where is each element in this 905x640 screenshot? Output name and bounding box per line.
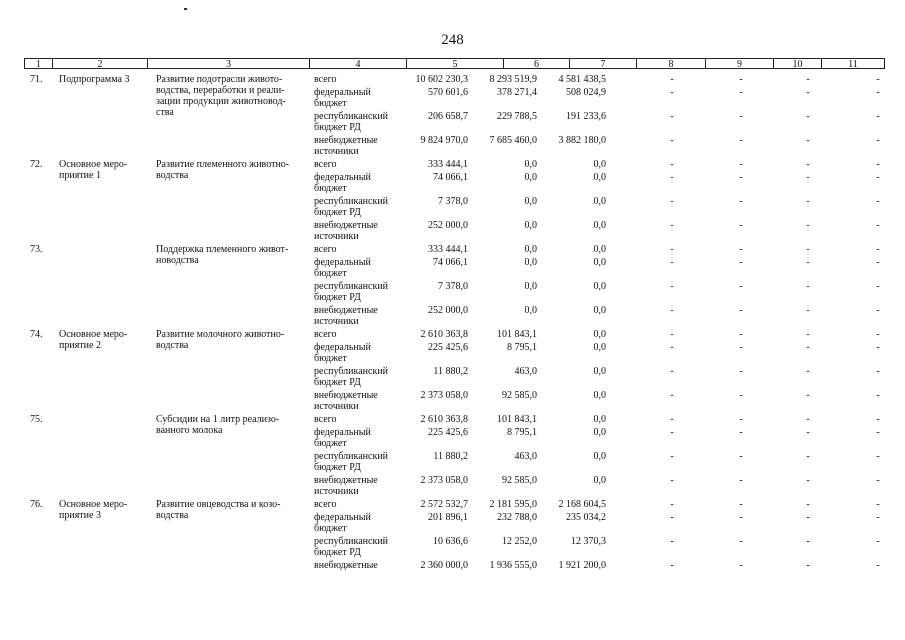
funding-source xyxy=(314,87,409,109)
dash-col10: - xyxy=(806,390,810,401)
dash-col8: - xyxy=(670,427,674,438)
value-col7: 0,0 xyxy=(593,159,606,170)
dash-col10: - xyxy=(806,305,810,316)
funding-source-line: республиканский xyxy=(314,366,389,377)
value-col5: 252 000,0 xyxy=(428,305,468,316)
value-col5: 570 601,6 xyxy=(428,87,468,98)
dash-col10: - xyxy=(806,74,810,85)
activity-name xyxy=(59,329,147,351)
dash-col11: - xyxy=(876,536,880,547)
value-col5: 7 378,0 xyxy=(438,281,468,292)
value-col7: 12 370,3 xyxy=(571,536,606,547)
funding-source-line: всего xyxy=(314,499,337,510)
dash-col8: - xyxy=(670,135,674,146)
value-col5: 7 378,0 xyxy=(438,196,468,207)
dash-col9: - xyxy=(739,74,743,85)
description-line: водства xyxy=(156,340,189,351)
value-col7: 2 168 604,5 xyxy=(558,499,606,510)
description-line: Развитие молочного животно- xyxy=(156,329,285,340)
dash-col10: - xyxy=(806,512,810,523)
dash-col9: - xyxy=(739,342,743,353)
dash-col11: - xyxy=(876,220,880,231)
funding-source-line: внебюджетные xyxy=(314,135,378,146)
funding-source-line: федеральный xyxy=(314,342,371,353)
dash-col11: - xyxy=(876,342,880,353)
funding-source-line: источники xyxy=(314,231,359,242)
dash-col9: - xyxy=(739,451,743,462)
dash-col11: - xyxy=(876,499,880,510)
dash-col8: - xyxy=(670,512,674,523)
dash-col9: - xyxy=(739,499,743,510)
dash-col9: - xyxy=(739,390,743,401)
column-header-1: 1 xyxy=(24,58,53,69)
dash-col11: - xyxy=(876,281,880,292)
value-col7: 235 034,2 xyxy=(566,512,606,523)
dash-col10: - xyxy=(806,159,810,170)
dash-col8: - xyxy=(670,475,674,486)
funding-source xyxy=(314,281,409,303)
column-header-3: 3 xyxy=(148,58,310,69)
value-col6: 463,0 xyxy=(514,366,537,377)
dash-col10: - xyxy=(806,451,810,462)
value-col6: 463,0 xyxy=(514,451,537,462)
funding-source-line: источники xyxy=(314,146,359,157)
funding-source-line: бюджет xyxy=(314,268,347,279)
dash-col11: - xyxy=(876,111,880,122)
dash-col10: - xyxy=(806,427,810,438)
dash-col10: - xyxy=(806,560,810,571)
funding-source-line: бюджет xyxy=(314,98,347,109)
value-col6: 2 181 595,0 xyxy=(489,499,537,510)
funding-source-line: внебюджетные xyxy=(314,475,378,486)
dash-col9: - xyxy=(739,366,743,377)
funding-source-line: бюджет РД xyxy=(314,122,361,133)
value-col5: 225 425,6 xyxy=(428,427,468,438)
column-header-8: 8 xyxy=(637,58,706,69)
funding-source-line: бюджет РД xyxy=(314,292,361,303)
value-col5: 2 610 363,8 xyxy=(420,329,468,340)
activity-name-line: Основное меро- xyxy=(59,329,128,340)
funding-source-line: федеральный xyxy=(314,512,371,523)
funding-source-line: республиканский xyxy=(314,281,389,292)
description-line: новодства xyxy=(156,255,199,266)
column-header-6: 6 xyxy=(504,58,570,69)
dash-col9: - xyxy=(739,159,743,170)
activity-description xyxy=(156,244,308,266)
funding-source xyxy=(314,536,409,558)
dash-col8: - xyxy=(670,172,674,183)
value-col5: 333 444,1 xyxy=(428,244,468,255)
page-number: 248 xyxy=(441,32,464,48)
dash-col9: - xyxy=(739,135,743,146)
dash-col8: - xyxy=(670,257,674,268)
activity-name-line: приятие 3 xyxy=(59,510,101,521)
value-col5: 252 000,0 xyxy=(428,220,468,231)
activity-name xyxy=(59,159,147,181)
funding-source-line: бюджет xyxy=(314,523,347,534)
dash-col10: - xyxy=(806,366,810,377)
dash-col10: - xyxy=(806,536,810,547)
value-col6: 0,0 xyxy=(524,196,537,207)
row-number: 75. xyxy=(30,414,43,425)
funding-source-line: федеральный xyxy=(314,427,371,438)
value-col5: 9 824 970,0 xyxy=(420,135,468,146)
funding-source-line: федеральный xyxy=(314,257,371,268)
value-col5: 2 373 058,0 xyxy=(420,475,468,486)
dash-col8: - xyxy=(670,244,674,255)
value-col7: 0,0 xyxy=(593,196,606,207)
dash-col11: - xyxy=(876,135,880,146)
value-col5: 206 658,7 xyxy=(428,111,468,122)
value-col7: 0,0 xyxy=(593,475,606,486)
value-col5: 333 444,1 xyxy=(428,159,468,170)
dash-col8: - xyxy=(670,414,674,425)
funding-source xyxy=(314,329,409,340)
value-col6: 12 252,0 xyxy=(502,536,537,547)
value-col7: 0,0 xyxy=(593,366,606,377)
value-col6: 92 585,0 xyxy=(502,475,537,486)
activity-name-line: приятие 2 xyxy=(59,340,101,351)
row-number: 76. xyxy=(30,499,43,510)
funding-source-line: бюджет РД xyxy=(314,462,361,473)
dash-col8: - xyxy=(670,499,674,510)
dash-col10: - xyxy=(806,196,810,207)
dash-col10: - xyxy=(806,135,810,146)
funding-source xyxy=(314,135,409,157)
funding-source xyxy=(314,366,409,388)
row-number: 72. xyxy=(30,159,43,170)
value-col6: 378 271,4 xyxy=(497,87,537,98)
description-line: Развитие овцеводства и козо- xyxy=(156,499,281,510)
description-line: водства, переработки и реали- xyxy=(156,85,285,96)
row-number: 71. xyxy=(30,74,43,85)
dash-col9: - xyxy=(739,244,743,255)
dash-col10: - xyxy=(806,499,810,510)
value-col5: 74 066,1 xyxy=(433,257,468,268)
activity-description xyxy=(156,329,308,351)
dash-col8: - xyxy=(670,366,674,377)
dash-col8: - xyxy=(670,281,674,292)
activity-description xyxy=(156,414,308,436)
value-col6: 1 936 555,0 xyxy=(489,560,537,571)
funding-source-line: всего xyxy=(314,329,337,340)
description-line: Развитие подотрасли живото- xyxy=(156,74,283,85)
funding-source xyxy=(314,220,409,242)
activity-name-line: Подпрограмма 3 xyxy=(59,74,130,85)
funding-source-line: республиканский xyxy=(314,196,389,207)
dash-col11: - xyxy=(876,427,880,438)
description-line: водства xyxy=(156,170,189,181)
column-header-7: 7 xyxy=(570,58,637,69)
column-header-9: 9 xyxy=(706,58,774,69)
dash-col11: - xyxy=(876,366,880,377)
funding-source-line: внебюджетные xyxy=(314,220,378,231)
dash-col9: - xyxy=(739,220,743,231)
dash-col11: - xyxy=(876,414,880,425)
dash-col9: - xyxy=(739,414,743,425)
description-line: Развитие племенного животно- xyxy=(156,159,290,170)
funding-source-line: всего xyxy=(314,414,337,425)
value-col5: 11 880,2 xyxy=(433,366,468,377)
value-col6: 8 293 519,9 xyxy=(489,74,537,85)
dash-col9: - xyxy=(739,329,743,340)
activity-description xyxy=(156,159,308,181)
value-col7: 0,0 xyxy=(593,390,606,401)
dash-col8: - xyxy=(670,196,674,207)
value-col7: 0,0 xyxy=(593,329,606,340)
value-col7: 0,0 xyxy=(593,451,606,462)
funding-source xyxy=(314,414,409,425)
funding-source-line: республиканский xyxy=(314,111,389,122)
dash-col11: - xyxy=(876,512,880,523)
value-col5: 2 373 058,0 xyxy=(420,390,468,401)
funding-source xyxy=(314,172,409,194)
value-col6: 0,0 xyxy=(524,281,537,292)
row-number: 74. xyxy=(30,329,43,340)
description-line: зации продукции животновод- xyxy=(156,96,286,107)
value-col5: 2 610 363,8 xyxy=(420,414,468,425)
dash-col8: - xyxy=(670,220,674,231)
value-col5: 2 360 000,0 xyxy=(420,560,468,571)
dash-col10: - xyxy=(806,87,810,98)
value-col6: 0,0 xyxy=(524,305,537,316)
funding-source-line: бюджет xyxy=(314,183,347,194)
dash-col10: - xyxy=(806,220,810,231)
value-col7: 0,0 xyxy=(593,220,606,231)
dash-col8: - xyxy=(670,305,674,316)
value-col7: 0,0 xyxy=(593,414,606,425)
value-col6: 232 788,0 xyxy=(497,512,537,523)
value-col6: 229 788,5 xyxy=(497,111,537,122)
funding-source xyxy=(314,257,409,279)
funding-source-line: бюджет РД xyxy=(314,377,361,388)
value-col7: 0,0 xyxy=(593,257,606,268)
dash-col9: - xyxy=(739,475,743,486)
description-line: ства xyxy=(156,107,174,118)
dash-col11: - xyxy=(876,196,880,207)
funding-source-line: федеральный xyxy=(314,172,371,183)
dash-col11: - xyxy=(876,257,880,268)
dash-col9: - xyxy=(739,536,743,547)
funding-source-line: республиканский xyxy=(314,451,389,462)
dash-col10: - xyxy=(806,342,810,353)
value-col7: 0,0 xyxy=(593,342,606,353)
value-col6: 8 795,1 xyxy=(507,427,537,438)
value-col7: 1 921 200,0 xyxy=(558,560,606,571)
funding-source xyxy=(314,305,409,327)
funding-source xyxy=(314,244,409,255)
dash-col11: - xyxy=(876,74,880,85)
dash-col10: - xyxy=(806,172,810,183)
dash-col9: - xyxy=(739,257,743,268)
pen-mark xyxy=(184,8,187,10)
value-col5: 201 896,1 xyxy=(428,512,468,523)
column-header-11: 11 xyxy=(822,58,885,69)
dash-col9: - xyxy=(739,512,743,523)
funding-source xyxy=(314,427,409,449)
funding-source xyxy=(314,196,409,218)
value-col6: 7 685 460,0 xyxy=(489,135,537,146)
funding-source-line: федеральный xyxy=(314,87,371,98)
value-col5: 11 880,2 xyxy=(433,451,468,462)
value-col7: 0,0 xyxy=(593,427,606,438)
dash-col8: - xyxy=(670,111,674,122)
description-line: ванного молока xyxy=(156,425,223,436)
value-col7: 0,0 xyxy=(593,244,606,255)
funding-source xyxy=(314,159,409,170)
description-line: Субсидии на 1 литр реализо- xyxy=(156,414,280,425)
dash-col11: - xyxy=(876,305,880,316)
dash-col9: - xyxy=(739,87,743,98)
value-col5: 10 636,6 xyxy=(433,536,468,547)
funding-source-line: всего xyxy=(314,74,337,85)
dash-col11: - xyxy=(876,172,880,183)
funding-source-line: всего xyxy=(314,244,337,255)
activity-description xyxy=(156,499,308,521)
activity-name xyxy=(59,499,147,521)
activity-name-line: Основное меро- xyxy=(59,499,128,510)
value-col7: 191 233,6 xyxy=(566,111,606,122)
dash-col11: - xyxy=(876,244,880,255)
activity-name-line: Основное меро- xyxy=(59,159,128,170)
dash-col10: - xyxy=(806,244,810,255)
column-header-10: 10 xyxy=(774,58,822,69)
dash-col8: - xyxy=(670,74,674,85)
dash-col8: - xyxy=(670,536,674,547)
funding-source-line: источники xyxy=(314,401,359,412)
funding-source-line: бюджет xyxy=(314,353,347,364)
dash-col8: - xyxy=(670,87,674,98)
row-number: 73. xyxy=(30,244,43,255)
funding-source-line: источники xyxy=(314,316,359,327)
funding-source xyxy=(314,499,409,510)
dash-col8: - xyxy=(670,560,674,571)
funding-source xyxy=(314,74,409,85)
dash-col11: - xyxy=(876,451,880,462)
activity-description xyxy=(156,74,308,118)
dash-col9: - xyxy=(739,196,743,207)
dash-col11: - xyxy=(876,475,880,486)
funding-source-line: республиканский xyxy=(314,536,389,547)
value-col6: 0,0 xyxy=(524,172,537,183)
description-line: водства xyxy=(156,510,189,521)
funding-source-line: всего xyxy=(314,159,337,170)
dash-col10: - xyxy=(806,414,810,425)
funding-source xyxy=(314,451,409,473)
funding-source xyxy=(314,512,409,534)
funding-source-line: внебюджетные xyxy=(314,305,378,316)
dash-col9: - xyxy=(739,281,743,292)
funding-source xyxy=(314,390,409,412)
funding-source-line: внебюджетные xyxy=(314,560,378,571)
value-col7: 0,0 xyxy=(593,281,606,292)
value-col7: 3 882 180,0 xyxy=(558,135,606,146)
funding-source xyxy=(314,560,409,571)
value-col5: 2 572 532,7 xyxy=(420,499,468,510)
value-col6: 101 843,1 xyxy=(497,329,537,340)
column-header-2: 2 xyxy=(53,58,148,69)
value-col7: 0,0 xyxy=(593,305,606,316)
funding-source-line: внебюджетные xyxy=(314,390,378,401)
dash-col9: - xyxy=(739,305,743,316)
funding-source-line: источники xyxy=(314,486,359,497)
value-col5: 74 066,1 xyxy=(433,172,468,183)
column-header-5: 5 xyxy=(407,58,504,69)
funding-source-line: бюджет РД xyxy=(314,547,361,558)
dash-col10: - xyxy=(806,111,810,122)
funding-source-line: бюджет РД xyxy=(314,207,361,218)
dash-col11: - xyxy=(876,560,880,571)
dash-col9: - xyxy=(739,427,743,438)
dash-col8: - xyxy=(670,159,674,170)
activity-name xyxy=(59,74,147,85)
value-col7: 0,0 xyxy=(593,172,606,183)
funding-source xyxy=(314,342,409,364)
funding-source-line: бюджет xyxy=(314,438,347,449)
dash-col10: - xyxy=(806,257,810,268)
value-col6: 8 795,1 xyxy=(507,342,537,353)
dash-col8: - xyxy=(670,329,674,340)
value-col6: 0,0 xyxy=(524,159,537,170)
value-col6: 0,0 xyxy=(524,257,537,268)
dash-col8: - xyxy=(670,342,674,353)
dash-col10: - xyxy=(806,281,810,292)
dash-col10: - xyxy=(806,329,810,340)
dash-col8: - xyxy=(670,390,674,401)
value-col6: 92 585,0 xyxy=(502,390,537,401)
dash-col11: - xyxy=(876,87,880,98)
dash-col9: - xyxy=(739,172,743,183)
value-col6: 101 843,1 xyxy=(497,414,537,425)
dash-col10: - xyxy=(806,475,810,486)
value-col6: 0,0 xyxy=(524,244,537,255)
activity-name-line: приятие 1 xyxy=(59,170,101,181)
column-header-4: 4 xyxy=(310,58,407,69)
value-col6: 0,0 xyxy=(524,220,537,231)
dash-col11: - xyxy=(876,159,880,170)
dash-col8: - xyxy=(670,451,674,462)
dash-col11: - xyxy=(876,329,880,340)
dash-col9: - xyxy=(739,560,743,571)
value-col7: 508 024,9 xyxy=(566,87,606,98)
value-col5: 225 425,6 xyxy=(428,342,468,353)
funding-source xyxy=(314,475,409,497)
dash-col9: - xyxy=(739,111,743,122)
value-col5: 10 602 230,3 xyxy=(415,74,468,85)
description-line: Поддержка племенного живот- xyxy=(156,244,289,255)
funding-source xyxy=(314,111,409,133)
value-col7: 4 581 438,5 xyxy=(558,74,606,85)
dash-col11: - xyxy=(876,390,880,401)
